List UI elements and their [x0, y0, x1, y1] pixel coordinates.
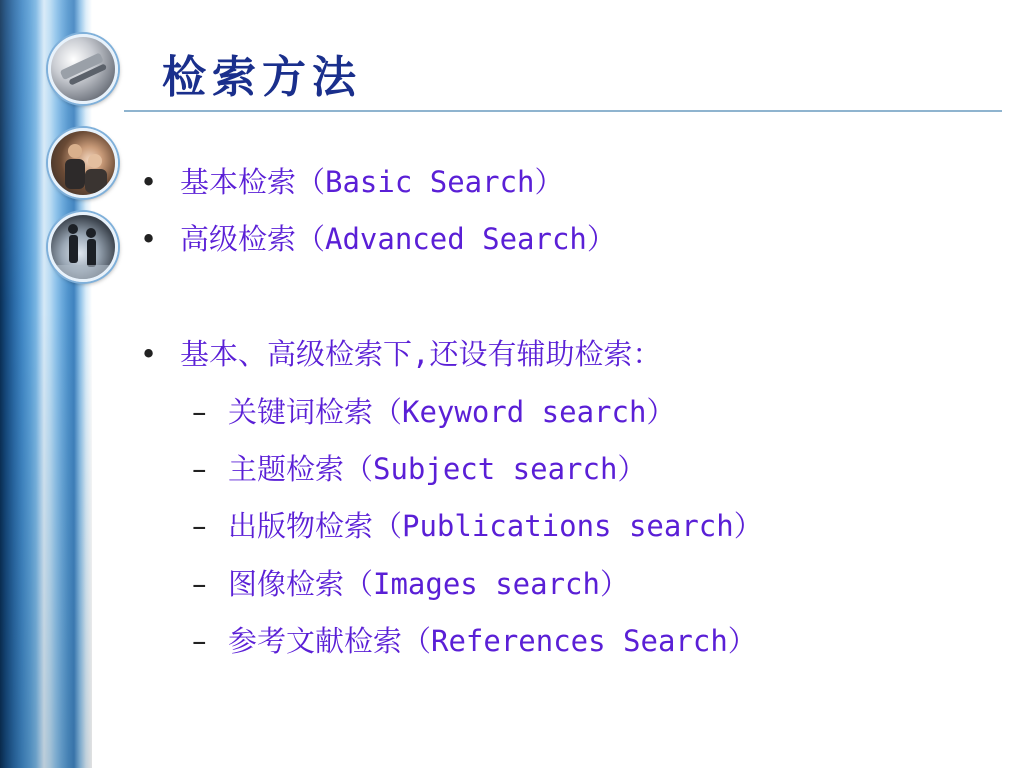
- sub-bullet-item: [192, 508, 763, 544]
- walking-people-photo-icon: [48, 212, 118, 282]
- decorative-sidebar: [0, 0, 92, 768]
- sub-bullet-item: [192, 623, 757, 659]
- bullet-item: [140, 221, 616, 257]
- bullet-item: [140, 336, 661, 372]
- bullet-text: 基本、高级检索下,还设有辅助检索：: [180, 337, 662, 371]
- sub-bullet-item: [192, 566, 629, 602]
- slide-title: 检索方法: [162, 52, 362, 103]
- pen-photo-icon: [48, 34, 118, 104]
- sub-bullet-text: 出版物检索（Publications search）: [228, 509, 763, 543]
- sub-bullet-item: [192, 394, 675, 430]
- business-people-photo-icon: [48, 128, 118, 198]
- dash-marker: –: [192, 567, 207, 601]
- dash-marker: –: [192, 452, 207, 486]
- dash-marker: –: [192, 395, 207, 429]
- bullet-marker: •: [140, 337, 158, 371]
- bullet-text: 基本检索（Basic Search）: [180, 165, 564, 199]
- bullet-marker: •: [140, 165, 158, 199]
- sub-bullet-text: 主题检索（Subject search）: [228, 452, 647, 486]
- bullet-item: [140, 164, 564, 200]
- sub-bullet-item: [192, 451, 646, 487]
- title-divider: [124, 110, 1002, 112]
- dash-marker: –: [192, 624, 207, 658]
- bullet-marker: •: [140, 222, 158, 256]
- sub-bullet-text: 参考文献检索（References Search）: [228, 624, 757, 658]
- dash-marker: –: [192, 509, 207, 543]
- sub-bullet-text: 关键词检索（Keyword search）: [228, 395, 676, 429]
- bullet-text: 高级检索（Advanced Search）: [180, 222, 616, 256]
- sub-bullet-text: 图像检索（Images search）: [228, 567, 629, 601]
